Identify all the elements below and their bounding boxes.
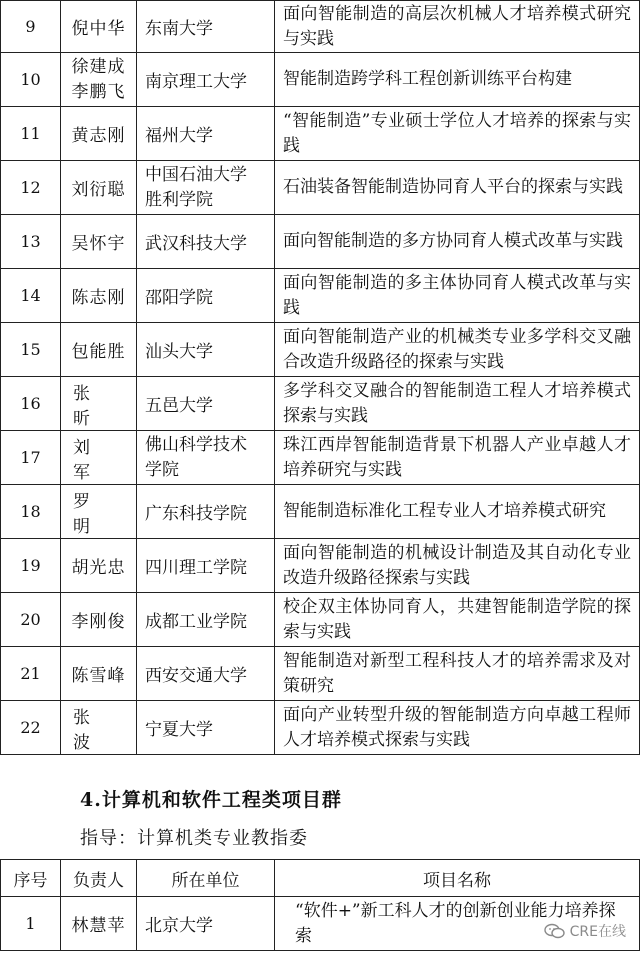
header-name: 负责人 (61, 860, 137, 897)
row-unit: 成都工业学院 (137, 593, 275, 647)
row-name: 陈雪峰 (61, 647, 137, 701)
row-unit: 佛山科学技术 学院 (137, 431, 275, 485)
row-no: 15 (1, 323, 61, 377)
row-name: 包能胜 (61, 323, 137, 377)
table-row (1, 53, 640, 107)
row-project: 面向产业转型升级的智能制造方向卓越工程师人才培养模式探索与实践 (275, 701, 640, 755)
row-no: 1 (1, 897, 61, 951)
row-project: 多学科交叉融合的智能制造工程人才培养模式探索与实践 (275, 377, 640, 431)
row-project: 智能制造标准化工程专业人才培养模式研究 (275, 485, 640, 539)
table-row (1, 485, 640, 539)
row-name: 徐建成 李鹏飞 (61, 53, 137, 107)
row-project: 智能制造跨学科工程创新训练平台构建 (275, 53, 640, 107)
row-name: 陈志刚 (61, 269, 137, 323)
row-name: 胡光忠 (61, 539, 137, 593)
row-no: 19 (1, 539, 61, 593)
table-row (1, 215, 640, 269)
row-unit: 汕头大学 (137, 323, 275, 377)
watermark (544, 921, 626, 941)
row-unit: 中国石油大学 胜利学院 (137, 161, 275, 215)
row-no: 13 (1, 215, 61, 269)
row-unit: 武汉科技大学 (137, 215, 275, 269)
row-unit: 邵阳学院 (137, 269, 275, 323)
row-project: 智能制造对新型工程科技人才的培养需求及对策研究 (275, 647, 640, 701)
row-no: 17 (1, 431, 61, 485)
row-name: 张 昕 (61, 377, 137, 431)
header-no: 序号 (1, 860, 61, 897)
row-project: 珠江西岸智能制造背景下机器人产业卓越人才培养研究与实践 (275, 431, 640, 485)
row-name: 倪中华 (61, 1, 137, 53)
row-name: 张 波 (61, 701, 137, 755)
row-name: 林慧苹 (61, 897, 137, 951)
table-row (1, 593, 640, 647)
row-project: 面向智能制造产业的机械类专业多学科交叉融合改造升级路径的探索与实践 (275, 323, 640, 377)
row-project: “智能制造”专业硕士学位人才培养的探索与实践 (275, 107, 640, 161)
row-project: 面向智能制造的多方协同育人模式改革与实践 (275, 215, 640, 269)
row-no: 22 (1, 701, 61, 755)
section-heading: 4.计算机和软件工程类项目群 (80, 789, 342, 811)
table-row (1, 647, 640, 701)
row-unit: 北京大学 (137, 897, 275, 951)
row-name: 李刚俊 (61, 593, 137, 647)
row-unit: 东南大学 (137, 1, 275, 53)
table-row (1, 539, 640, 593)
table-row (1, 161, 640, 215)
table-row (1, 323, 640, 377)
header-unit: 所在单位 (137, 860, 275, 897)
header-project: 项目名称 (275, 860, 640, 897)
row-project: 面向智能制造的机械设计制造及其自动化专业改造升级路径探索与实践 (275, 539, 640, 593)
row-no: 16 (1, 377, 61, 431)
row-name: 吴怀宇 (61, 215, 137, 269)
row-no: 20 (1, 593, 61, 647)
row-no: 12 (1, 161, 61, 215)
table-row (1, 431, 640, 485)
row-unit: 南京理工大学 (137, 53, 275, 107)
table-row (1, 107, 640, 161)
row-unit: 四川理工学院 (137, 539, 275, 593)
row-unit: 西安交通大学 (137, 647, 275, 701)
row-project: “软件+”新工科人才的创新创业能力培养探索 (275, 897, 640, 951)
row-no: 10 (1, 53, 61, 107)
wechat-icon (544, 923, 566, 939)
row-unit: 五邑大学 (137, 377, 275, 431)
row-project: 面向智能制造的高层次机械人才培养模式研究与实践 (275, 1, 640, 53)
row-name: 刘衍聪 (61, 161, 137, 215)
table-row (1, 701, 640, 755)
table-row (1, 377, 640, 431)
row-name: 黄志刚 (61, 107, 137, 161)
row-name: 罗 明 (61, 485, 137, 539)
row-no: 14 (1, 269, 61, 323)
table-row (1, 1, 640, 53)
row-unit: 福州大学 (137, 107, 275, 161)
row-unit: 宁夏大学 (137, 701, 275, 755)
row-no: 18 (1, 485, 61, 539)
table-row (1, 269, 640, 323)
row-no: 21 (1, 647, 61, 701)
section-guide: 指导：计算机类专业教指委 (80, 828, 308, 849)
row-no: 9 (1, 1, 61, 53)
row-unit: 广东科技学院 (137, 485, 275, 539)
row-project: 石油装备智能制造协同育人平台的探索与实践 (275, 161, 640, 215)
row-no: 11 (1, 107, 61, 161)
row-name: 刘 军 (61, 431, 137, 485)
row-project: 面向智能制造的多主体协同育人模式改革与实践 (275, 269, 640, 323)
row-project: 校企双主体协同育人，共建智能制造学院的探索与实践 (275, 593, 640, 647)
watermark-text: CRE在线 (569, 924, 626, 940)
